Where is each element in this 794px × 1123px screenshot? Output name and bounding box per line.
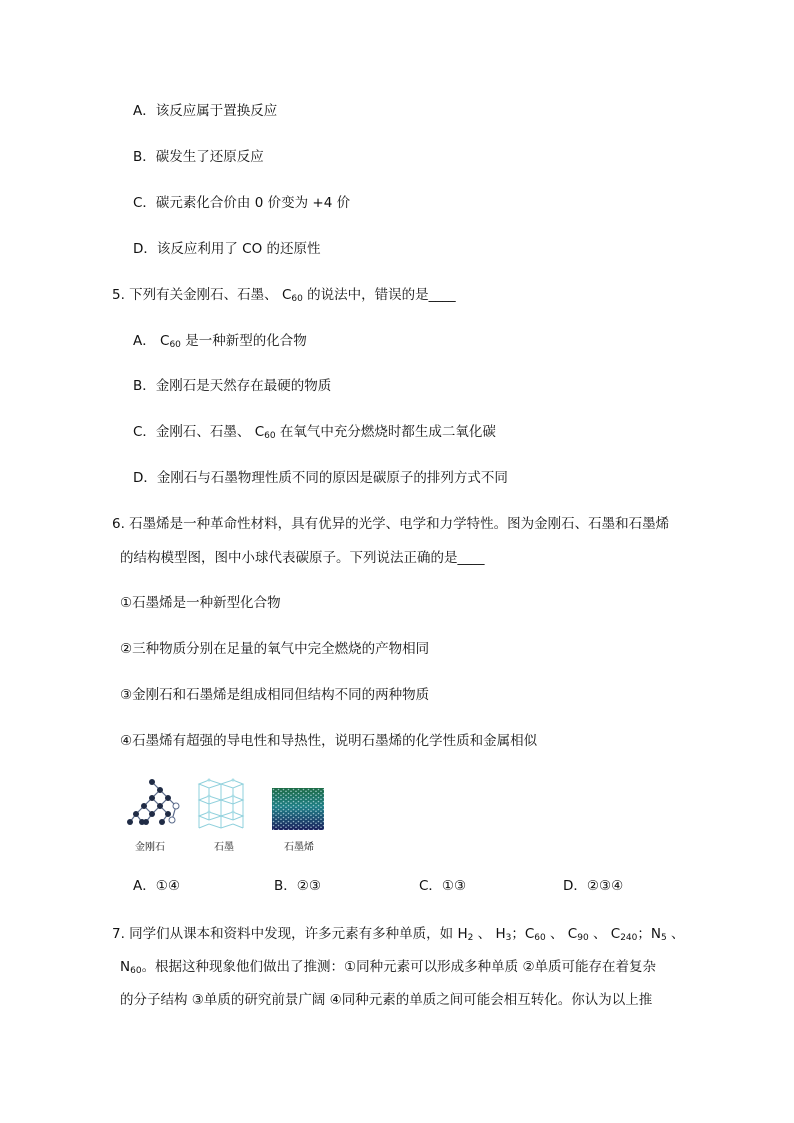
- caption-graphite: 石墨: [214, 842, 234, 853]
- q7-text: 7. 同学们从课本和资料中发现，许多元素有多种单质，如 H: [112, 926, 468, 942]
- q6-stem-line2: 的结构模型图，图中小球代表碳原子。下列说法正确的是____: [120, 550, 485, 566]
- q6-stem-line1: 6. 石墨烯是一种革命性材料，具有优异的光学、电学和力学特性。图为金刚石、石墨和石墨烯: [112, 516, 670, 532]
- q7-text: N: [120, 959, 131, 975]
- q6-statement-2: ②三种物质分别在足量的氧气中完全燃烧的产物相同: [120, 641, 430, 657]
- q7-stem-line3: 的分子结构 ③单质的研究前景广阔 ④同种元素的单质之间可能会相互转化。你认为以上推: [120, 992, 653, 1008]
- subscript: 60: [264, 431, 276, 441]
- subscript: 2: [467, 933, 474, 943]
- subscript: 5: [661, 933, 667, 943]
- diamond-structure-image: [122, 776, 184, 830]
- q5-option-a-text: A． C: [133, 333, 170, 349]
- q5-option-c-text: C．金刚石、石墨、 C: [133, 424, 265, 440]
- q5-stem: [112, 285, 456, 309]
- q4-option-d: D．该反应利用了 CO 的还原性: [133, 241, 321, 257]
- subscript: 60: [169, 340, 181, 350]
- q5-stem-text: 5. 下列有关金刚石、石墨、 C: [112, 287, 292, 303]
- subscript: 60: [130, 966, 142, 976]
- q4-option-b: B．碳发生了还原反应: [133, 149, 264, 165]
- q4-option-c: C．碳元素化合价由 0 价变为 +4 价: [133, 195, 351, 211]
- q6-answer-a: A．①④: [133, 878, 180, 894]
- subscript: 60: [291, 294, 303, 304]
- subscript: 240: [620, 933, 638, 943]
- q6-answer-d: D．②③④: [563, 878, 624, 894]
- q6-statement-4: ④石墨烯有超强的导电性和导热性，说明石墨烯的化学性质和金属相似: [120, 733, 538, 749]
- q5-option-b: B．金刚石是天然存在最硬的物质: [133, 378, 332, 394]
- q7-stem-line2: [120, 957, 656, 981]
- q7-stem-line1: [112, 924, 685, 948]
- q6-answer-b: B．②③: [274, 878, 321, 894]
- q5-option-c-text-end: 在氧气中充分燃烧时都生成二氧化碳: [275, 424, 496, 440]
- q7-text: 、: [666, 926, 685, 942]
- q5-option-d: D．金刚石与石墨物理性质不同的原因是碳原子的排列方式不同: [133, 470, 508, 486]
- subscript: 3: [505, 933, 512, 943]
- subscript: 90: [577, 933, 589, 943]
- subscript: 60: [534, 933, 546, 943]
- caption-graphene: 石墨烯: [284, 842, 314, 853]
- q7-text: 、 C: [588, 926, 621, 942]
- q4-option-a: A．该反应属于置换反应: [133, 103, 278, 119]
- q7-text: ；C: [511, 926, 535, 942]
- q7-text: 、 C: [545, 926, 578, 942]
- caption-diamond: 金刚石: [135, 842, 165, 853]
- graphite-structure-image: [195, 778, 247, 830]
- q7-text: ；N: [637, 926, 661, 942]
- graphene-structure-image: [272, 788, 324, 830]
- q6-statement-1: ①石墨烯是一种新型化合物: [120, 595, 281, 611]
- q6-answer-c: C．①③: [419, 878, 467, 894]
- q7-text: 、 H: [473, 926, 506, 942]
- q5-option-c: [133, 422, 496, 446]
- q5-stem-text-end: 的说法中，错误的是____: [302, 287, 456, 303]
- q5-option-a: [133, 331, 307, 355]
- q7-text: 。根据这种现象他们做出了推测：①同种元素可以形成多种单质 ②单质可能存在着复杂: [141, 959, 657, 975]
- q5-option-a-text-end: 是一种新型的化合物: [180, 333, 307, 349]
- q6-statement-3: ③金刚石和石墨烯是组成相同但结构不同的两种物质: [120, 687, 430, 703]
